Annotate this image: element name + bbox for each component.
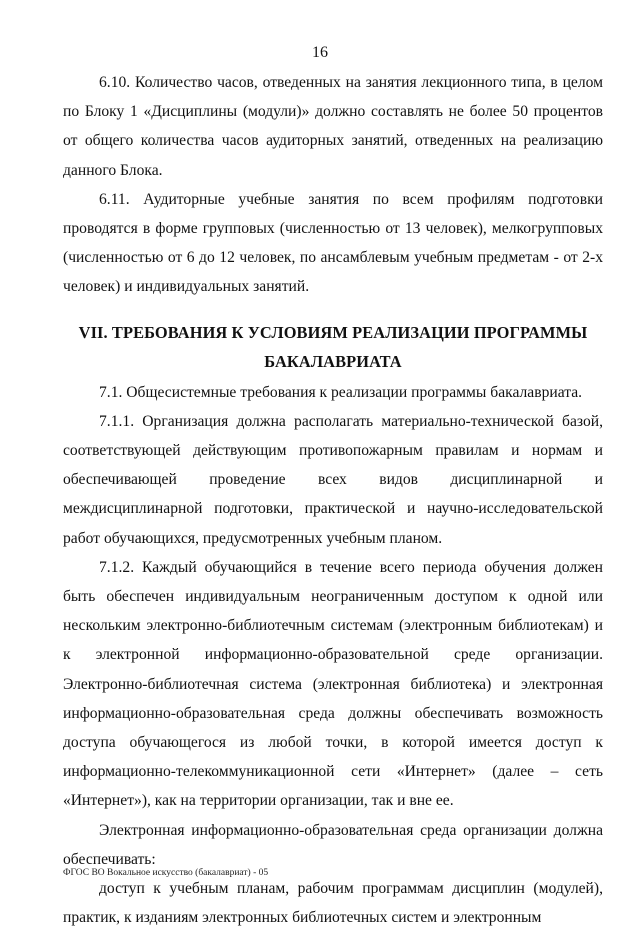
paragraph-7-1: 7.1. Общесистемные требования к реализации программы бакалавриата. [99,383,583,401]
section-heading-line-1: VII. ТРЕБОВАНИЯ К УСЛОВИЯМ РЕАЛИЗАЦИИ ПРОГРАММЫ [78,322,588,342]
page-number: 16 [312,44,328,61]
document-footer: ФГОС ВО Вокальное искусство (бакалавриат) - 05 [63,868,269,878]
paragraph-access: доступ к учебным планам, рабочим программам дисциплин (модулей), практик, к изданиям электронных библиотечных систем и электронным [63,880,603,927]
paragraph-6-11: 6.11. Аудиторные учебные занятия по всем профилям подготовки проводятся в форме групповых (численностью от 13 человек), мелкогрупповых (численностью от 6 до 12 человек, по ансамблевым учебным предметам - от 2-х человек) и индивидуальных занятий. [63,190,603,296]
section-heading [63,318,603,376]
paragraph-6-10: 6.10. Количество часов, отведенных на занятия лекционного типа, в целом по Блоку 1 «Дисциплины (модули)» должно составлять не более 50 процентов от общего количества часов аудиторных занятий, отведенных на реализацию данного Блока. [63,74,603,179]
paragraph-7-1-1: 7.1.1. Организация должна располагать материально-технической базой, соответствующей действующим противопожарным правилам и нормам и обеспечивающей проведение всех видов дисциплинарной и междисциплинарной подготовки, практической и научно-исследовательской работ обучающихся, предусмотренных учебным планом. [63,412,603,547]
paragraph-eios: Электронная информационно-образовательная среда организации должна обеспечивать: [63,821,603,868]
paragraph-7-1-2: 7.1.2. Каждый обучающийся в течение всего периода обучения должен быть обеспечен индивидуальным неограниченным доступом к одной или нескольким электронно-библиотечным системам (электронным библиотекам) и к электронной информационно-образовательной среде организации. Электронно-библиотечная система (электронная библиотека) и электронная информационно-образовательная среда должны обеспечивать возможность доступа обучающегося из любой точки, в которой имеется доступ к информационно-телекоммуникационной сети «Интернет» (далее – сеть «Интернет»), как на территории организации, так и вне ее. [63,558,603,810]
document-body [63,68,603,932]
section-heading-line-2: БАКАЛАВРИАТА [264,351,402,371]
